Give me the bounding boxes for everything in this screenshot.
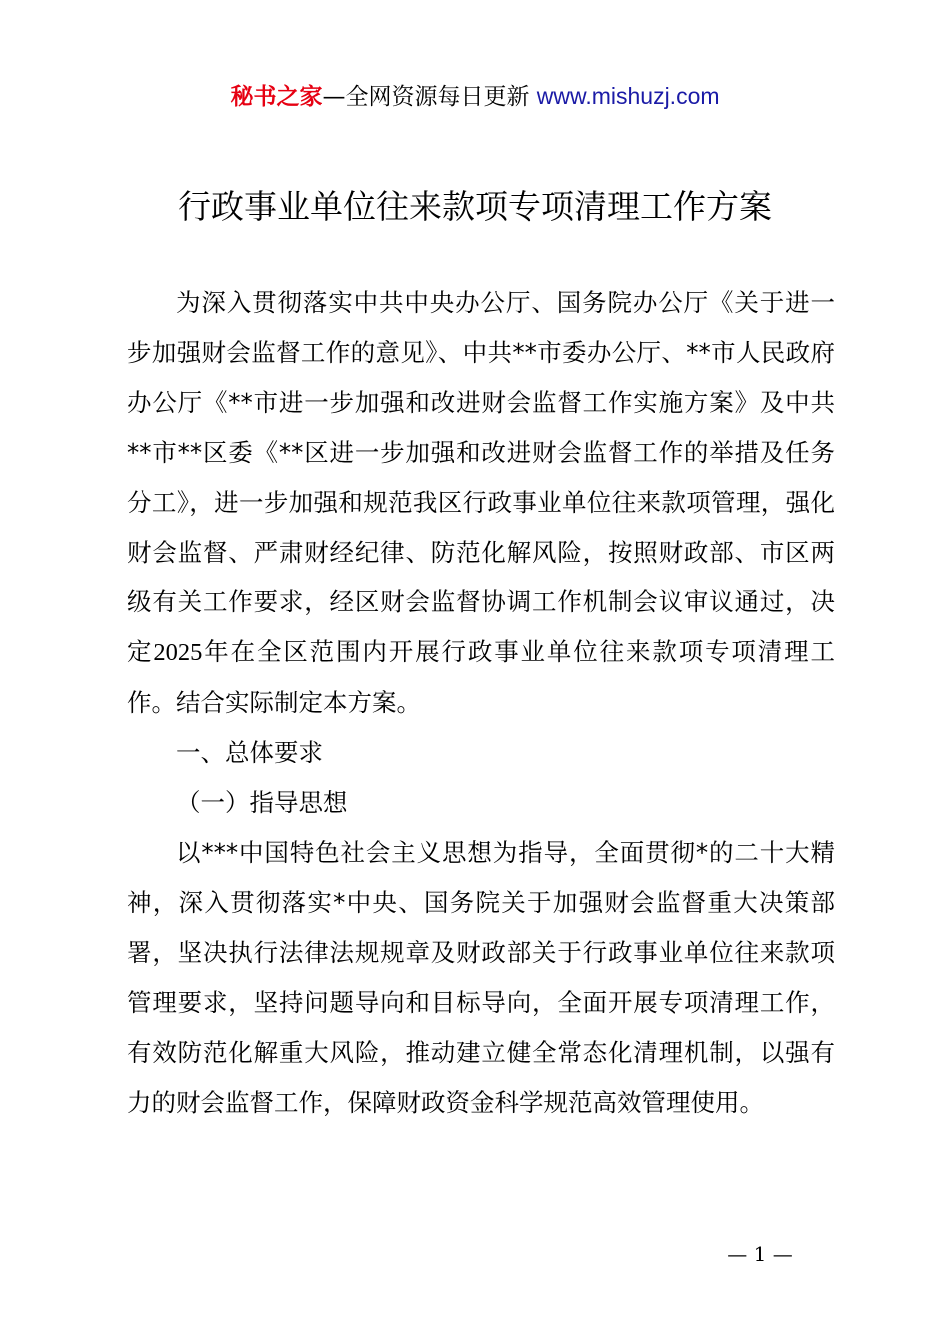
section-heading: 一、总体要求: [176, 738, 323, 768]
guiding-paragraph: 以***中国特色社会主义思想为指导，全面贯彻*的二十大精神，深入贯彻落实*中央、国务院关于加强财会监督重大决策部署，坚决执行法律法规规章及财政部关于行政事业单位往来款项管理要求，坚持问题导向和目标导向，全面开展专项清理工作，有效防范化解重大风险，推动建立健全常态化清理机制，以强有力的财会监督工作，保障财政资金科学规范高效管理使用。: [127, 837, 835, 1117]
site-banner: [0, 80, 950, 113]
page-number: — 1 —: [727, 1242, 793, 1266]
document-body: [127, 278, 835, 1127]
intro-text-part-1: 为深入贯彻落实中共中央办公厅、国务院办公厅《关于进一步加强财会监督工作的意见》、中共**市委办公厅、**市人民政府办公厅《**市进一步加强和改进财会监督工作实施方案》及中共**市**区委《**区进一步加强和改进财会监督工作的举措及任务分工》，进一步加强和规范我区行政事业单位往来款项管理，强化财会监督、严肃财经纪律、防范化解风险，按照财政部、市区两级有关工作要求，经区财会监督协调工作机制会议审议通过，决定: [127, 288, 835, 667]
intro-year: 2025: [153, 639, 203, 667]
subsection-heading: （一）指导思想: [176, 788, 348, 818]
brand-name: 秘书之家: [230, 84, 323, 110]
site-url-link[interactable]: www.mishuzj.com: [536, 83, 720, 109]
intro-text-part-2: 年在全区范围内开展行政事业单位往来款项专项清理工作。结合实际制定本方案。: [127, 637, 836, 718]
intro-paragraph: [127, 278, 835, 728]
brand-tagline: —全网资源每日更新: [322, 84, 530, 110]
document-title: 行政事业单位往来款项专项清理工作方案: [178, 187, 772, 226]
